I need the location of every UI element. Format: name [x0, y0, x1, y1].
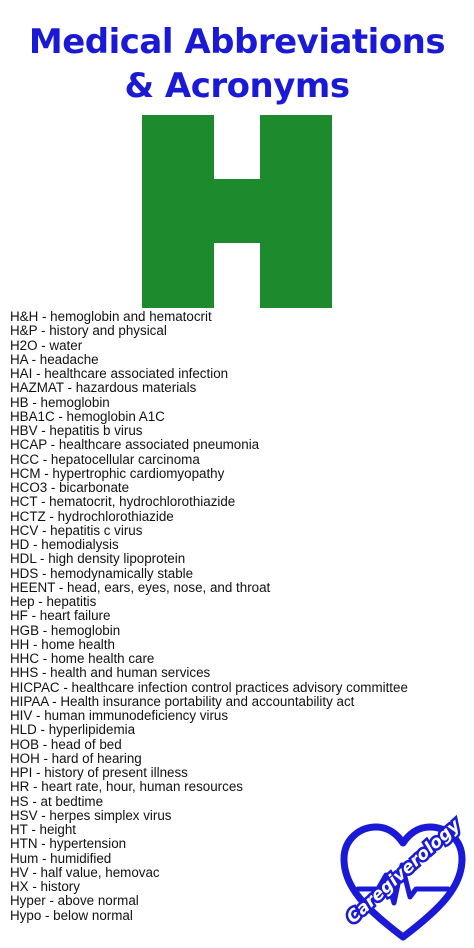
list-item: HR - heart rate, hour, human resources	[10, 779, 243, 795]
letter-h-graphic	[142, 115, 332, 308]
list-item: Hum - humidified	[10, 850, 112, 866]
list-item: HIPAA - Health insurance portability and accountability act	[10, 693, 355, 709]
list-item: HTN - hypertension	[10, 836, 127, 852]
list-item: HCAP - healthcare associated pneumonia	[10, 437, 260, 453]
list-item: HEENT - head, ears, eyes, nose, and throat	[10, 579, 271, 595]
logo-wordmark: Caregiverology	[342, 815, 465, 928]
list-item: HCO3 - bicarbonate	[10, 480, 130, 495]
list-item: HCV - hepatitis c virus	[10, 522, 143, 538]
list-item: Hyper - above normal	[10, 893, 139, 909]
list-item: HAI - healthcare associated infection	[10, 366, 229, 381]
list-item: HF - heart failure	[10, 608, 111, 624]
list-item: HSV - herpes simplex virus	[10, 807, 172, 823]
list-item: HH - home health	[10, 636, 115, 652]
list-item: HB - hemoglobin	[10, 394, 110, 410]
list-item: HT - height	[10, 822, 76, 837]
list-item: H&P - history and physical	[10, 323, 167, 339]
list-item: HICPAC - healthcare infection control practices advisory committee	[10, 679, 408, 695]
list-item: HOB - head of bed	[10, 736, 122, 752]
list-item: HOH - hard of hearing	[10, 750, 142, 766]
list-item: HBV - hepatitis b virus	[10, 423, 143, 438]
list-item: Hep - hepatitis	[10, 594, 97, 609]
list-item: HCT - hematocrit, hydrochlorothiazide	[10, 494, 236, 510]
list-item: H2O - water	[10, 337, 83, 353]
list-item: HPI - history of present illness	[10, 765, 188, 780]
list-item: HDS - hemodynamically stable	[10, 565, 194, 581]
list-item: Hypo - below normal	[10, 907, 133, 923]
list-item: HBA1C - hemoglobin A1C	[10, 408, 165, 424]
page-title-line-1: Medical Abbreviations	[28, 22, 446, 62]
list-item: HHC - home health care	[10, 651, 155, 666]
letter-h-shape	[142, 115, 332, 308]
list-item: HV - half value, hemovac	[10, 864, 160, 880]
page-title-line-2: & Acronyms	[124, 66, 350, 106]
list-item: HIV - human immunodeficiency virus	[10, 708, 229, 723]
list-item: HX - history	[10, 879, 80, 894]
list-item: HCTZ - hydrochlorothiazide	[10, 508, 174, 524]
list-item: HCC - hepatocellular carcinoma	[10, 451, 200, 467]
list-item: HLD - hyperlipidemia	[10, 722, 136, 738]
list-item: H&H - hemoglobin and hematocrit	[10, 309, 212, 324]
list-item: HA - headache	[10, 351, 99, 367]
caregiverology-logo	[336, 805, 470, 945]
list-item: HS - at bedtime	[10, 793, 104, 809]
list-item: HAZMAT - hazardous materials	[10, 380, 197, 396]
list-item: HCM - hypertrophic cardiomyopathy	[10, 465, 225, 481]
list-item: HD - hemodialysis	[10, 537, 119, 552]
list-item: HGB - hemoglobin	[10, 622, 121, 638]
list-item: HDL - high density lipoprotein	[10, 551, 186, 567]
list-item: HHS - health and human services	[10, 665, 211, 681]
